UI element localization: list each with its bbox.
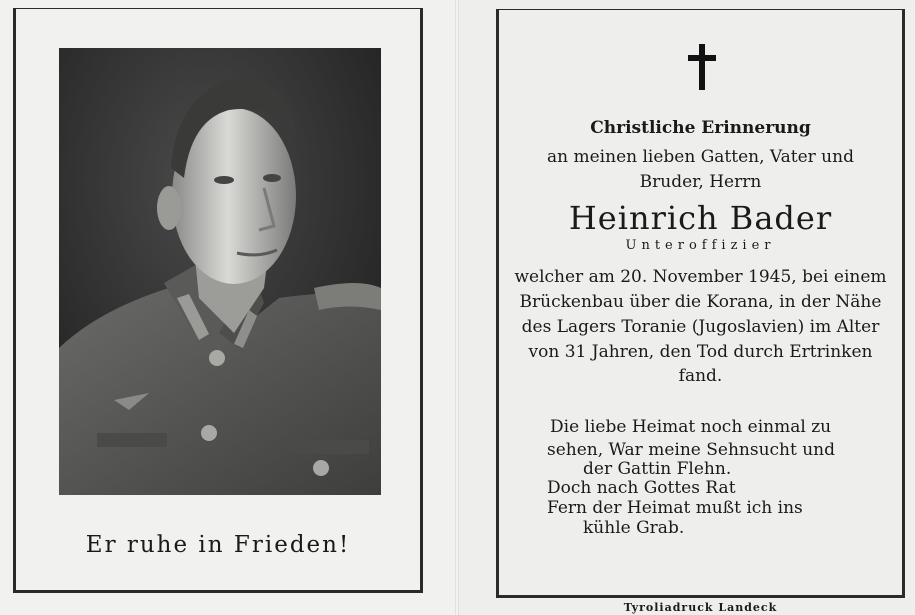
poem-line: Die liebe Heimat noch einmal zu — [550, 417, 832, 437]
portrait-photo — [59, 48, 381, 495]
death-notice-line: Brückenbau über die Korana, in der Nähe — [519, 292, 882, 312]
card-fold — [455, 0, 459, 615]
intro-line-2: Bruder, Herrn — [639, 172, 762, 192]
death-notice-line: fand. — [678, 366, 723, 386]
death-notice-line: von 31 Jahren, den Tod durch Ertrinken — [528, 342, 873, 362]
poem-line: der Gattin Flehn. — [583, 459, 732, 479]
intro-line-1: an meinen lieben Gatten, Vater und — [547, 147, 854, 167]
card-heading: Christliche Erinnerung — [590, 118, 811, 138]
death-notice-line: des Lagers Toranie (Jugoslavien) im Alter — [521, 317, 880, 337]
deceased-name: Heinrich Bader — [568, 199, 833, 237]
poem-line: Fern der Heimat mußt ich ins — [547, 498, 803, 518]
epitaph-text: Er ruhe in Frieden! — [85, 532, 351, 558]
poem-line: Doch nach Gottes Rat — [547, 478, 736, 498]
poem-line: sehen, War meine Sehnsucht und — [547, 440, 836, 460]
military-rank: Unteroffizier — [625, 238, 776, 253]
poem-line: kühle Grab. — [583, 518, 685, 538]
printer-imprint: Tyroliadruck Landeck — [623, 601, 778, 614]
latin-cross-icon — [686, 44, 718, 90]
death-notice-line: welcher am 20. November 1945, bei einem — [514, 267, 887, 287]
